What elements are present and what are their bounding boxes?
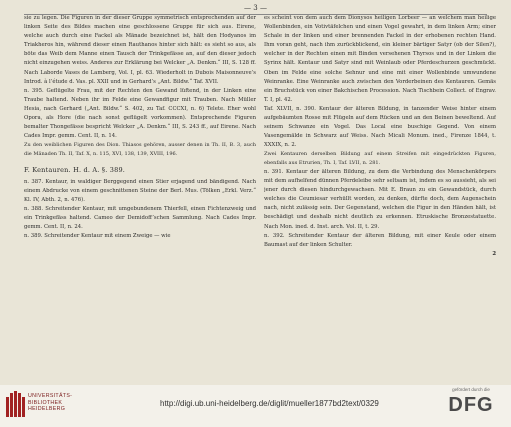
page-header: [0, 4, 511, 12]
footer-bar: [0, 385, 511, 427]
left-paragraph-387: n. 387. Kentaur, in waldiger Berggegend einen Stier erjagend und bändigend. Nach einem Abdrucke von einem geschnittenen Steine der Berl. Mus. (Tölken „Erkl. Verz.“ Kl. IV, Abth. 2, n. 476).: [24, 178, 256, 204]
university-library-logo[interactable]: [6, 389, 86, 421]
library-name: UNIVERSITÄTS- BIBLIOTHEK HEIDELBERG: [28, 393, 73, 413]
right-column: [264, 14, 496, 389]
left-paragraph-389: n. 389. Schreitender Kentaur mit einem Zweige — wie: [24, 233, 171, 240]
right-paragraph-392: n. 392. Schreitender Kentaur der älteren Bildung, mit einer Keule oder einem Baumast auf der linken Schulter.: [264, 232, 496, 248]
left-column: [24, 14, 256, 384]
section-heading: F. Kentauren. H. d. A. §. 389.: [24, 165, 126, 174]
right-note: Zwei Kentauren derselben Bildung auf einem Streifen mit eingedrückten Figuren, ebenfalls aus Etrurien, Th. I, Taf. LVII, n. 281.: [264, 151, 496, 167]
dfg-brand: DFG: [448, 394, 494, 416]
left-note: Zu den weiblichen Figuren des Dion. Thiasos gehören, ausser denen in Th. II, B. 3, auch die Mänaden Th. II, Taf. X, n. 115, XVI, 138, 139, XVIII, 196.: [24, 142, 256, 158]
right-paragraph-390: Taf. XLVII, n. 390. Kentaur der älteren Bildung, in tanzender Weise hinter einem aufgebäumten Rosse mit Flügeln auf dem Rücken und an den Beinen beweltend. Auf seinem Schwanze ein Vogel. Das Local eine buschige Gegend. Von einem Vasengemälde in Schwarz auf Weiss. Nach Micali Monum. ined., Firenze 1844, t. XXXIX, n. 2.: [264, 105, 496, 149]
right-paragraph-391: n. 391. Kentaur der älteren Bildung, zu dem die Verbindung des Menschenkörpers mit dem aufhelfend dünnen Pferdeleibe sehr seltsam ist, indem es so aussieht, als sei jener durch diesen hindurchgewachsen. Mit E. Braun zu ein Gewandstück, durch welches die Ceumiesar verhüllt worden, zu denken, dürfte doch, dem Augenschein nach, nicht zulässig sein. Der Gegenstand, welchen die Figur in den Händen hält, ist beschädigt und deshalb nicht deutlich zu erkennen. Etruskische Bronzestatuette. Nach Mon. ined. d. Inst. arch. Vol. II, t. 29.: [264, 169, 496, 230]
right-paragraph-continued: es scheint von dem auch dem Dionysos heiligen Lorbeer — an welchem man heilige Wollenbinden, ein Votivtäfelchen und einen Vogel gewahrt, in dem linken Arm; einer Schale in der linken und einer brennenden Fackel in der erhobenen rechten Hand. Ihm voran geht, nach ihm zurückblickend, ein kleiner bärtiger Satyr (ob der Silen?), welcher in der Rechten einen mit Binden versehenen Thyrsos und in der Linken die Syrinx hält. Kentaur und Satyr sind mit Weinlaub oder Pferdeschurzen geschmückt. Oben im Felde eine solche Sehnur und eine mit einer Wollenbinde umwundene Weinranke. Eine Weinranke auch zwischen den Vorderbeinen des Kentauren. Gemäs ein Bruchstück von einer Bakchischen Procession. Nach Tischbein Collect. of Engrav. T. I, pl. 42.: [264, 15, 496, 103]
page-number: — 3 —: [244, 4, 267, 12]
left-paragraph-388: n. 388. Schreitender Kentaur, mit umgebundenem Thierfell, einen Fichtenzweig und ein Trinkgefäss haltend. Cameo der Demidoff’schen Sammlung. Nach Cades Impr. gemm. Cent. II, n. 24.: [24, 206, 256, 231]
left-paragraph-intro: sie zu legen. Die Figuren in der dieser Gruppe symmetrisch entsprechenden auf der linken Seite des Bildes machen eine geschlossene Gruppe für sich aus. Eirene, welche auch durch eine Fackel als Mänade bezeichnet ist, hält den Hodyanos im Triakheros hin, während dieser einen Rauthanos hinter sich hält: es sieht so aus, als böte das Weib dem Manne einen Tausch der Trinkgefässe an, auf den dieser jedoch nicht einzugehen weiss. Anderes zur Erklärung bei Welcker „A. Denkm.“ III, S. 128 ff. Nach Laborde Vases de Lamberg, Vol. I, pl. 63. Wiederholt in Dubois Maisonneuve’s Introd. à l’étude d. Vas. pl. XXII und in Gerhard’s „Ant. Bildw.“ Taf. XVII.: [24, 15, 256, 85]
digital-object-url[interactable]: http://digi.ub.uni-heidelberg.de/diglit/mueller1877bd2text/0329: [160, 399, 379, 408]
signature-mark: 2: [492, 250, 496, 257]
funded-by-label: gefördert durch die: [452, 387, 490, 392]
dfg-logo[interactable]: [439, 387, 503, 423]
left-paragraph-395: n. 395. Geflügelte Frau, mit der Rechten den Gewand lüftend, in der Linken eine Traube haltend. Neben ihr im Felde eine Gewandfigur mit Trauben. Nach Müller Hesia, nach Gerhard („Ant. Bildw.“ S. 402, zu Taf. CCCXI, n. 6) Telete. Eher wohl Opora, als Hore (die nach sonst geflügelt vorkommen). Entsprechende Figuren bemalter Thongefässe bespricht Welcker „A. Denkm.“ III, S. 243 ff., auf Eirene. Nach Cades Impr. gemm. Cent. II, n. 14.: [24, 87, 256, 140]
library-mark-icon: [6, 391, 26, 417]
